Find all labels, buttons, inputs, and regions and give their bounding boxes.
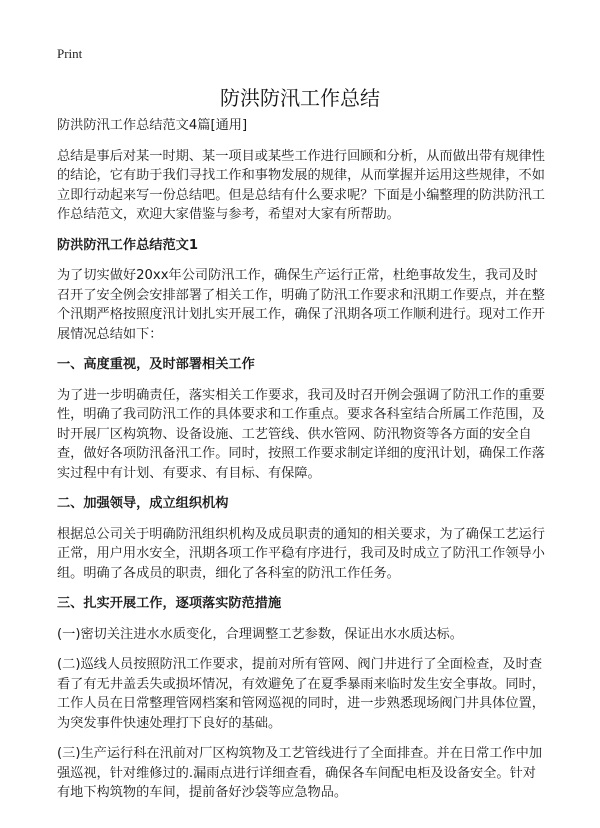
document-body — [57, 116, 547, 814]
list-item: (一)密切关注进水水质变化，合理调整工艺参数，保证出水水质达标。 — [57, 626, 463, 642]
paragraph-2: 根据总公司关于明确防汛组织机构及成员职责的通知的相关要求，为了确保工艺运行正常，用户用水安全，汛期各项工作平稳有序进行，我司及时成立了防汛工作领导小组。明确了各成员的职责，细化了各科室的防汛工作任务。 — [57, 526, 545, 581]
heading-3: 三、扎实开展工作，逐项落实防范措施 — [57, 596, 282, 611]
document-subtitle: 防洪防汛工作总结范文4篇[通用] — [57, 118, 248, 133]
heading-1: 一、高度重视，及时部署相关工作 — [57, 357, 255, 372]
section-intro-paragraph: 为了切实做好20xx年公司防汛工作，确保生产运行正常，杜绝事故发生，我司及时召开了安全例会安排部署了相关工作，明确了防汛工作要求和汛期工作要点，并在整个汛期严格按照度汛计划扎实开展工作，确保了汛期各项工作顺利进行。现对工作开展情况总结如下： — [57, 268, 545, 342]
list-item: (二)巡线人员按照防汛工作要求，提前对所有管网、阀门井进行了全面检查，及时查看了有无井盖丢失或损坏情况，有效避免了在夏季暴雨来临时发生安全事故。同时，工作人员在日常整理管网档案和管网巡视的同时，进一步熟悉现场阀门井具体位置，为突发事件快速处理打下良好的基础。 — [57, 657, 545, 731]
print-link[interactable]: Print — [57, 46, 83, 61]
list-item: (三)生产运行科在汛前对厂区构筑物及工艺管线进行了全面排查。并在日常工作中加强巡视，针对维修过的.漏雨点进行详细查看，确保各车间配电柜及设备安全。针对有地下构筑物的车间，提前备好沙袋等应急物品。 — [57, 746, 543, 800]
section-heading: 防洪防汛工作总结范文1 — [57, 237, 199, 253]
page-title: 防洪防汛工作总结 — [220, 86, 380, 110]
heading-2: 二、加强领导，成立组织机构 — [57, 496, 229, 511]
paragraph-1: 为了进一步明确责任，落实相关工作要求，我司及时召开例会强调了防汛工作的重要性，明确了我司防汛工作的具体要求和工作重点。要求各科室结合所属工作范围，及时开展厂区构筑物、设备设施、工艺管线、供水管网、防汛物资等各方面的安全自查，做好各项防汛备汛工作。同时，按照工作要求制定详细的度汛计划，确保工作落实过程中有计划、有要求、有目标、有保障。 — [57, 387, 545, 481]
intro-paragraph: 总结是事后对某一时期、某一项目或某些工作进行回顾和分析，从而做出带有规律性的结论，它有助于我们寻找工作和事物发展的规律，从而掌握并运用这些规律，不如立即行动起来写一份总结吧。但是总结有什么要求呢？下面是小编整理的防洪防汛工作总结范文，欢迎大家借鉴与参考，希望对大家有所帮助。 — [57, 148, 545, 222]
